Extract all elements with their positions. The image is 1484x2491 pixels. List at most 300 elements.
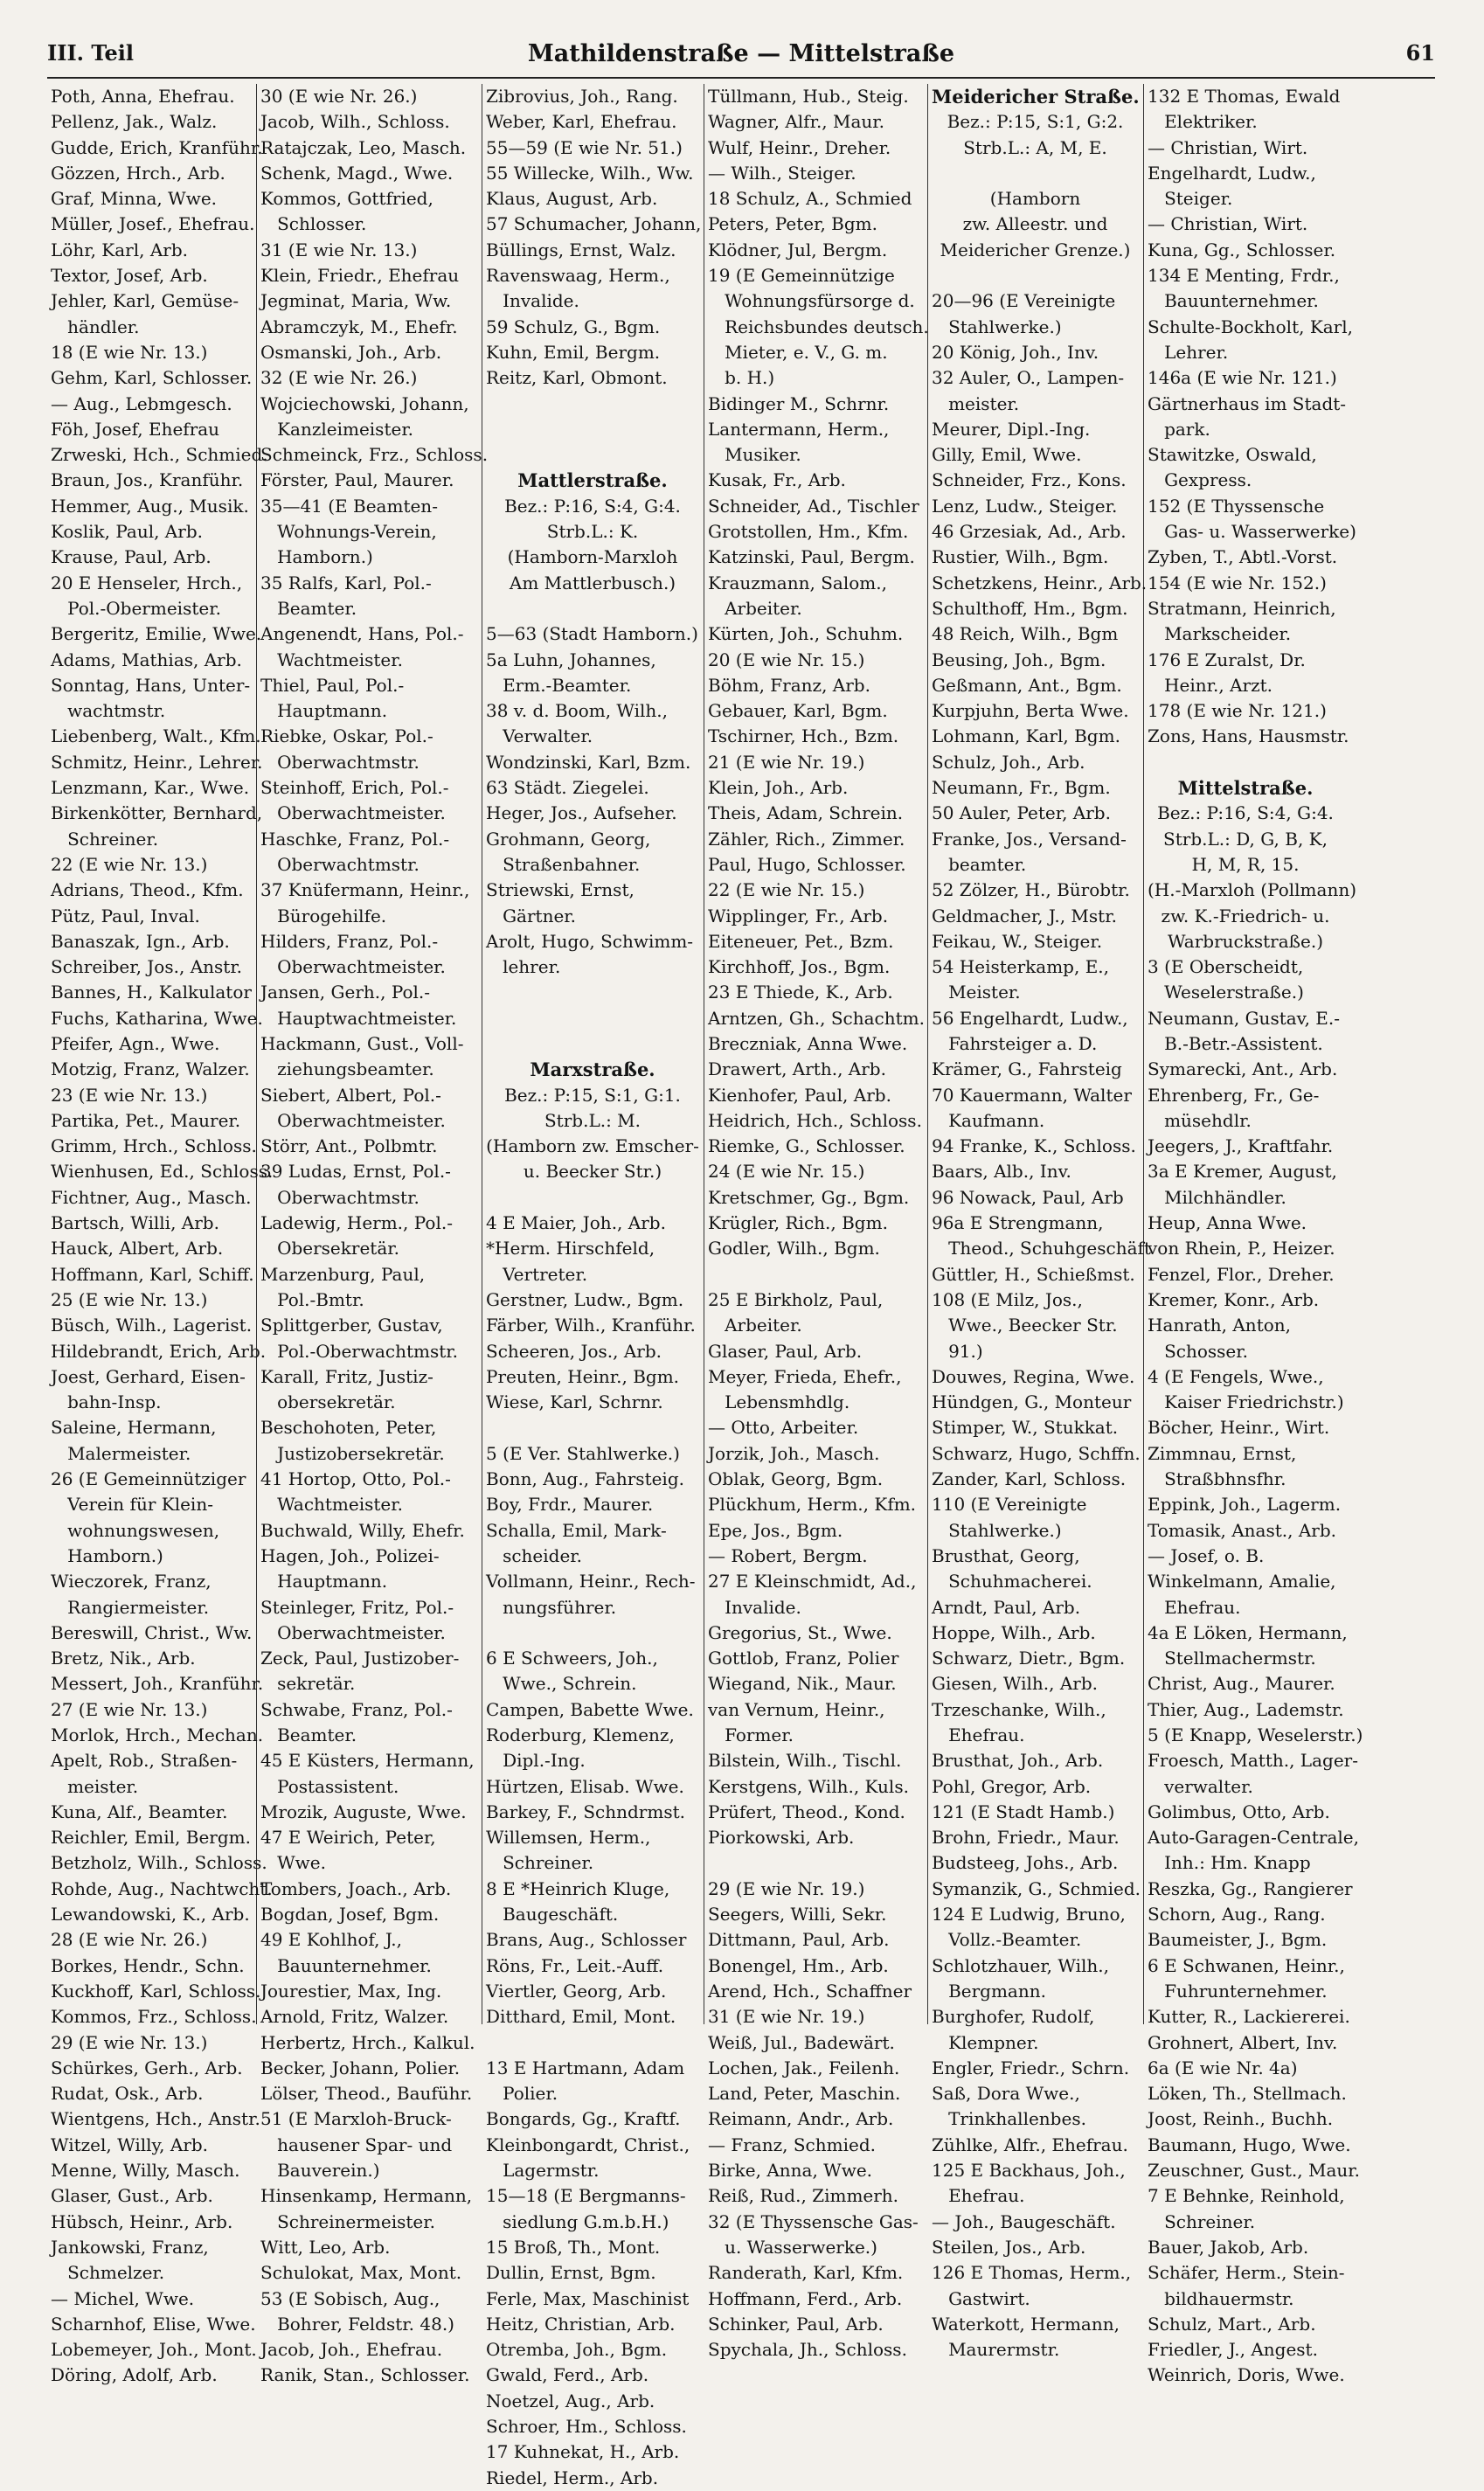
directory-entry: Geldmacher, J., Mstr. <box>932 905 1117 926</box>
directory-entry: Meister. <box>932 982 1021 1003</box>
directory-entry: Pfeifer, Agn., Wwe. <box>51 1032 220 1054</box>
directory-entry: Liebenberg, Walt., Kfm. <box>51 725 261 747</box>
directory-entry: Birke, Anna, Wwe. <box>708 2160 873 2182</box>
directory-entry: Neumann, Fr., Bgm. <box>932 777 1111 799</box>
directory-entry: 20 König, Joh., Inv. <box>932 341 1099 363</box>
directory-entry: Klempner. <box>932 2031 1039 2053</box>
spacer <box>486 1031 699 1057</box>
directory-entry: Oberwachtmeister. <box>260 802 446 824</box>
directory-entry: Kaiser Friedrichstr.) <box>1148 1391 1344 1413</box>
directory-entry: Hauptmann. <box>260 700 388 722</box>
directory-entry: Tomasik, Anast., Arb. <box>1148 1519 1336 1541</box>
directory-entry: Jorzik, Joh., Masch. <box>708 1442 880 1464</box>
directory-entry: Winkelmann, Amalie, <box>1148 1571 1336 1592</box>
directory-entry: 27 E Kleinschmidt, Ad., <box>708 1571 917 1592</box>
directory-entry: Wachtmeister. <box>260 1494 403 1516</box>
directory-entry: Schalla, Emil, Mark- <box>486 1519 667 1541</box>
directory-entry: — Josef, o. B. <box>1148 1544 1265 1566</box>
street-heading: Meidericher Straße. <box>932 86 1140 108</box>
directory-entry: Malermeister. <box>51 1442 191 1464</box>
directory-entry: 13 E Hartmann, Adam <box>486 2057 685 2078</box>
directory-entry: Obersekretär. <box>260 1238 399 1259</box>
directory-entry: Jacob, Joh., Ehefrau. <box>260 2339 443 2361</box>
directory-entry: Glaser, Paul, Arb. <box>708 1340 863 1362</box>
directory-entry: Messert, Joh., Kranführ. <box>51 1673 264 1695</box>
directory-entry: Beamter. <box>260 1724 357 1745</box>
directory-entry: Jeegers, J., Kraftfahr. <box>1148 1135 1334 1157</box>
directory-entry: — Michel, Wwe. <box>51 2287 195 2309</box>
directory-entry: beamter. <box>932 853 1027 875</box>
directory-entry: Riebke, Oskar, Pol.- <box>260 725 433 747</box>
directory-entry: Schneider, Frz., Kons. <box>932 469 1127 491</box>
directory-entry: Kretschmer, Gg., Bgm. <box>708 1186 910 1208</box>
directory-entry: van Vernum, Heinr., <box>708 1698 885 1720</box>
directory-entry: Arolt, Hugo, Schwimm- <box>486 930 694 952</box>
directory-entry: Brusthat, Joh., Arb. <box>932 1750 1104 1772</box>
directory-entry: 28 (E wie Nr. 26.) <box>51 1929 208 1951</box>
directory-entry: Bannes, H., Kalkulator <box>51 982 252 1003</box>
directory-entry: Marzenburg, Paul, <box>260 1263 426 1285</box>
directory-entry: 17 Kuhnekat, H., Arb. <box>486 2441 680 2463</box>
directory-entry: Ravenswaag, Herm., <box>486 265 670 287</box>
directory-entry: Ehefrau. <box>1148 1596 1241 1618</box>
directory-entry: Schlotzhauer, Wilh., <box>932 1954 1109 1976</box>
directory-entry: Klaus, August, Arb. <box>486 188 658 210</box>
directory-entry: Oberwachtmstr. <box>260 751 420 773</box>
spacer <box>708 1262 923 1287</box>
directory-entry: Beschohoten, Peter, <box>260 1417 437 1439</box>
directory-entry: Froesch, Matth., Lager- <box>1148 1750 1358 1772</box>
directory-entry: Förster, Paul, Maurer. <box>260 469 454 491</box>
directory-entry: 31 (E wie Nr. 19.) <box>708 2006 865 2028</box>
directory-entry: Baumeister, J., Bgm. <box>1148 1929 1328 1951</box>
directory-entry: Inh.: Hm. Knapp <box>1148 1852 1311 1874</box>
directory-entry: 23 E Thiede, K., Arb. <box>708 982 893 1003</box>
directory-entry: Auto-Garagen-Centrale, <box>1148 1827 1359 1849</box>
street-info: zw. Alleestr. und <box>962 213 1108 235</box>
directory-entry: 20 (E wie Nr. 15.) <box>708 649 865 670</box>
directory-entry: Adams, Mathias, Arb. <box>51 649 242 670</box>
directory-entry: Schroer, Hm., Schloss. <box>486 2416 687 2438</box>
directory-entry: Douwes, Regina, Wwe. <box>932 1365 1135 1387</box>
directory-entry: Hauptmann. <box>260 1571 388 1592</box>
running-title: Mathildenstraße — Mittelstraße <box>527 40 955 67</box>
directory-entry: Boy, Frdr., Maurer. <box>486 1494 654 1516</box>
directory-entry: 3a E Kremer, August, <box>1148 1161 1337 1183</box>
directory-entry: Lebensmhdlg. <box>708 1391 850 1413</box>
page-number: 61 <box>1405 40 1435 66</box>
directory-entry: Vollz.-Beamter. <box>932 1929 1082 1951</box>
directory-entry: 45 E Küsters, Hermann, <box>260 1750 475 1772</box>
directory-entry: Jourestier, Max, Ing. <box>260 1980 442 2002</box>
directory-entry: scheider. <box>486 1544 583 1566</box>
directory-entry: Riedel, Herm., Arb. <box>486 2467 659 2488</box>
directory-entry: Kienhofer, Paul, Arb. <box>708 1084 891 1106</box>
directory-entry: — Wilh., Steiger. <box>708 162 856 184</box>
directory-entry: Arndt, Paul, Arb. <box>932 1596 1081 1618</box>
directory-entry: Fuchs, Katharina, Wwe. <box>51 1007 263 1029</box>
directory-entry: Abramczyk, M., Ehefr. <box>260 316 458 337</box>
directory-entry: Gärtnerhaus im Stadt- <box>1148 392 1347 414</box>
directory-entry: Saleine, Hermann, <box>51 1417 217 1439</box>
directory-entry: ziehungsbeamter. <box>260 1058 434 1080</box>
directory-entry: Bohrer, Feldstr. 48.) <box>260 2313 454 2335</box>
directory-entry: Bonn, Aug., Fahrsteig. <box>486 1468 684 1490</box>
directory-entry: 110 (E Vereinigte <box>932 1494 1087 1516</box>
spacer <box>486 1620 699 1646</box>
directory-entry: wohnungswesen, <box>51 1519 220 1541</box>
directory-entry: 37 Knüfermann, Heinr., <box>260 879 470 901</box>
directory-entry: Becker, Johann, Polier. <box>260 2057 461 2078</box>
directory-entry: Bartsch, Willi, Arb. <box>51 1212 219 1234</box>
directory-entry: 48 Reich, Wilh., Bgm <box>932 623 1119 645</box>
directory-entry: Koslik, Paul, Arb. <box>51 521 203 543</box>
directory-entry: Hackmann, Gust., Voll- <box>260 1032 464 1054</box>
directory-entry: 19 (E Gemeinnützige <box>708 265 895 287</box>
directory-entry: Wwe. <box>260 1852 326 1874</box>
directory-entry: Bürogehilfe. <box>260 905 387 926</box>
directory-entry: Schreiner. <box>51 828 159 850</box>
street-info: Bez.: P:16, S:4, G:4. <box>1157 802 1334 824</box>
column-4 <box>704 84 929 2361</box>
directory-entry: Gwald, Ferd., Arb. <box>486 2364 649 2386</box>
directory-entry: 41 Hortop, Otto, Pol.- <box>260 1468 451 1490</box>
directory-entry: Partika, Pet., Maurer. <box>51 1109 241 1131</box>
directory-entry: Kommos, Frz., Schloss. <box>51 2006 257 2028</box>
directory-entry: 20—96 (E Vereinigte <box>932 290 1116 312</box>
street-info: zw. K.-Friedrich- u. <box>1161 905 1330 926</box>
directory-entry: 6a (E wie Nr. 4a) <box>1148 2057 1298 2078</box>
directory-entry: Graf, Minna, Wwe. <box>51 188 218 210</box>
directory-entry: Lewandowski, K., Arb. <box>51 1904 250 1925</box>
directory-entry: Heinr., Arzt. <box>1148 674 1272 696</box>
directory-entry: 126 E Thomas, Herm., <box>932 2262 1132 2284</box>
directory-entry: Golimbus, Otto, Arb. <box>1148 1801 1330 1822</box>
directory-entry: u. Wasserwerke.) <box>708 2236 877 2258</box>
directory-entry: Wondzinski, Karl, Bzm. <box>486 751 691 773</box>
directory-entry: 22 (E wie Nr. 13.) <box>51 853 208 875</box>
directory-entry: Hauck, Albert, Arb. <box>51 1238 224 1259</box>
directory-columns <box>47 84 1435 2488</box>
directory-entry: Hinsenkamp, Hermann, <box>260 2185 473 2207</box>
directory-entry: Land, Peter, Maschin. <box>708 2083 901 2105</box>
directory-entry: 27 (E wie Nr. 13.) <box>51 1698 208 1720</box>
directory-entry: Jegminat, Maria, Ww. <box>260 290 452 312</box>
street-info: Meidericher Grenze.) <box>940 239 1131 260</box>
directory-entry: Zähler, Rich., Zimmer. <box>708 828 905 850</box>
street-heading: Mattlerstraße. <box>517 469 668 492</box>
directory-entry: 125 E Backhaus, Joh., <box>932 2160 1126 2182</box>
directory-entry: sekretär. <box>260 1673 356 1695</box>
directory-entry: Weber, Karl, Ehefrau. <box>486 111 677 133</box>
directory-entry: Reimann, Andr., Arb. <box>708 2108 894 2130</box>
directory-entry: Pol.-Obermeister. <box>51 597 221 619</box>
directory-entry: Reiß, Rud., Zimmerh. <box>708 2185 899 2207</box>
directory-entry: Scharnhof, Elise, Wwe. <box>51 2313 256 2335</box>
directory-entry: Hürtzen, Elisab. Wwe. <box>486 1775 684 1797</box>
directory-entry: Heidrich, Hch., Schloss. <box>708 1109 922 1131</box>
directory-entry: Oberwachtmeister. <box>260 956 446 978</box>
street-info: (Hamborn zw. Emscher- <box>486 1135 699 1157</box>
spacer <box>1148 750 1343 775</box>
directory-entry: 134 E Menting, Frdr., <box>1148 265 1340 287</box>
directory-entry: Fichtner, Aug., Masch. <box>51 1186 252 1208</box>
page-header <box>47 35 1435 79</box>
directory-entry: Zeck, Paul, Justizober- <box>260 1648 460 1669</box>
directory-entry: Pol.-Oberwachtmstr. <box>260 1340 459 1362</box>
directory-entry: Störr, Ant., Polbmtr. <box>260 1135 438 1157</box>
directory-entry: Engler, Friedr., Schrn. <box>932 2057 1130 2078</box>
directory-entry: Krauzmann, Salom., <box>708 572 887 593</box>
directory-entry: Rohde, Aug., Nachtwcht. <box>51 1877 273 1899</box>
directory-entry: Former. <box>708 1724 794 1745</box>
directory-entry: Trinkhallenbes. <box>932 2108 1086 2130</box>
directory-entry: Verwalter. <box>486 725 593 747</box>
directory-entry: Oberwachtmeister. <box>260 1621 446 1643</box>
directory-entry: Reichsbundes deutsch. <box>708 316 929 337</box>
directory-entry: Hoffmann, Karl, Schiff. <box>51 1263 254 1285</box>
directory-entry: Kürten, Joh., Schuhm. <box>708 623 904 645</box>
directory-entry: Prüfert, Theod., Kond. <box>708 1801 905 1822</box>
directory-entry: 4 E Maier, Joh., Arb. <box>486 1212 666 1234</box>
directory-entry: 53 (E Sobisch, Aug., <box>260 2287 440 2309</box>
directory-entry: Osmanski, Joh., Arb. <box>260 341 442 363</box>
directory-entry: Erm.-Beamter. <box>486 674 632 696</box>
directory-entry: Franke, Jos., Versand- <box>932 828 1127 850</box>
directory-entry: 30 (E wie Nr. 26.) <box>260 86 418 107</box>
directory-entry: Markscheider. <box>1148 623 1292 645</box>
directory-entry: Bogdan, Josef, Bgm. <box>260 1904 440 1925</box>
directory-entry: Joest, Gerhard, Eisen- <box>51 1365 246 1387</box>
directory-entry: 22 (E wie Nr. 15.) <box>708 879 865 901</box>
directory-entry: 63 Städt. Ziegelei. <box>486 777 649 799</box>
directory-entry: Färber, Wilh., Kranführ. <box>486 1315 696 1336</box>
directory-entry: Fuhrunternehmer. <box>1148 1980 1328 2002</box>
directory-entry: Tschirner, Hch., Bzm. <box>708 725 899 747</box>
directory-entry: 25 (E wie Nr. 13.) <box>51 1288 208 1310</box>
directory-entry: Gregorius, St., Wwe. <box>708 1621 892 1643</box>
directory-entry: Feikau, W., Steiger. <box>932 930 1103 952</box>
directory-entry: 96a E Strengmann, <box>932 1212 1104 1234</box>
directory-entry: Birkenkötter, Bernhard, <box>51 802 263 824</box>
directory-entry: Böhm, Franz, Arb. <box>708 674 870 696</box>
directory-entry: Ratajczak, Leo, Masch. <box>260 136 467 158</box>
directory-entry: 20 E Henseler, Hrch., <box>51 572 243 593</box>
directory-entry: Schulte-Bockholt, Karl, <box>1148 316 1353 337</box>
column-6 <box>1144 84 1363 2386</box>
street-heading: Marxstraße. <box>530 1058 655 1081</box>
directory-entry: Bauer, Jakob, Arb. <box>1148 2236 1309 2258</box>
directory-entry: 51 (E Marxloh-Bruck- <box>260 2108 452 2130</box>
directory-entry: 56 Engelhardt, Ludw., <box>932 1007 1128 1029</box>
street-info: Warbruckstraße.) <box>1167 930 1323 952</box>
directory-entry: nungsführer. <box>486 1596 617 1618</box>
directory-entry: Oberwachtmeister. <box>260 1109 446 1131</box>
directory-entry: Schulz, Mart., Arb. <box>1148 2313 1316 2335</box>
street-info: H, M, R, 15. <box>1191 853 1300 875</box>
directory-entry: Eiteneuer, Pet., Bzm. <box>708 930 894 952</box>
directory-entry: Breczniak, Anna Wwe. <box>708 1032 908 1054</box>
directory-entry: Reichler, Emil, Bergm. <box>51 1827 251 1849</box>
directory-entry: b. H.) <box>708 367 775 389</box>
directory-entry: Kuna, Gg., Schlosser. <box>1148 239 1336 260</box>
directory-entry: Apelt, Rob., Straßen- <box>51 1750 238 1772</box>
directory-entry: Lölser, Theod., Bauführ. <box>260 2083 473 2105</box>
directory-entry: Ferle, Max, Maschinist <box>486 2287 690 2309</box>
directory-entry: Oberwachtmstr. <box>260 853 420 875</box>
directory-entry: Meyer, Frieda, Ehefr., <box>708 1365 902 1387</box>
directory-entry: 32 (E Thyssensche Gas- <box>708 2210 919 2232</box>
directory-entry: Beusing, Joh., Bgm. <box>932 649 1106 670</box>
directory-entry: Büllings, Ernst, Walz. <box>486 239 676 260</box>
column-3 <box>482 84 704 2488</box>
street-info: (H.-Marxloh (Pollmann) <box>1148 879 1357 901</box>
directory-entry: Wulf, Heinr., Dreher. <box>708 136 891 158</box>
directory-entry: Müller, Josef., Ehefrau. <box>51 213 255 235</box>
directory-entry: Kurpjuhn, Berta Wwe. <box>932 700 1129 722</box>
directory-entry: Schulz, Joh., Arb. <box>932 751 1085 773</box>
spacer <box>486 417 699 442</box>
directory-entry: Roderburg, Klemenz, <box>486 1724 675 1745</box>
directory-entry: Arend, Hch., Schaffner <box>708 1980 912 2002</box>
directory-entry: Gerstner, Ludw., Bgm. <box>486 1288 684 1310</box>
directory-entry: Campen, Babette Wwe. <box>486 1698 694 1720</box>
directory-entry: Menne, Willy, Masch. <box>51 2160 240 2182</box>
directory-entry: Saß, Dora Wwe., <box>932 2083 1080 2105</box>
directory-entry: Schenk, Magd., Wwe. <box>260 162 454 184</box>
directory-entry: Kaufmann. <box>932 1109 1045 1131</box>
directory-entry: Baugeschäft. <box>486 1904 619 1925</box>
directory-entry: Mieter, e. V., G. m. <box>708 341 888 363</box>
directory-entry: Ehefrau. <box>932 1724 1025 1745</box>
directory-entry: 32 Auler, O., Lampen- <box>932 367 1125 389</box>
directory-entry: Kleinbongardt, Christ., <box>486 2134 690 2155</box>
directory-entry: meister. <box>932 392 1020 414</box>
directory-entry: Burghofer, Rudolf, <box>932 2006 1095 2028</box>
directory-entry: 25 E Birkholz, Paul, <box>708 1288 884 1310</box>
directory-entry: — Joh., Baugeschäft. <box>932 2210 1116 2232</box>
directory-entry: 15—18 (E Bergmanns- <box>486 2185 686 2207</box>
directory-entry: Hauptwachtmeister. <box>260 1007 457 1029</box>
directory-entry: Angenendt, Hans, Pol.- <box>260 623 464 645</box>
directory-entry: 49 E Kohlhof, J., <box>260 1929 402 1951</box>
directory-entry: Hamborn.) <box>260 546 373 568</box>
street-info: Am Mattlerbusch.) <box>509 572 676 593</box>
directory-entry: Schreinermeister. <box>260 2210 435 2232</box>
directory-entry: Reitz, Karl, Obmont. <box>486 367 668 389</box>
directory-entry: Engelhardt, Ludw., <box>1148 162 1316 184</box>
directory-entry: 52 Zölzer, H., Bürobtr. <box>932 879 1130 901</box>
directory-entry: Braun, Jos., Kranführ. <box>51 469 244 491</box>
directory-entry: B.-Betr.-Assistent. <box>1148 1032 1323 1054</box>
directory-entry: Scheeren, Jos., Arb. <box>486 1340 662 1362</box>
directory-entry: 38 v. d. Boom, Wilh., <box>486 700 669 722</box>
directory-entry: Gudde, Erich, Kranführ. <box>51 136 263 158</box>
directory-entry: Bilstein, Wilh., Tischl. <box>708 1750 902 1772</box>
directory-entry: Maurermstr. <box>932 2339 1060 2361</box>
directory-entry: Eppink, Joh., Lagerm. <box>1148 1494 1342 1516</box>
directory-entry: Siebert, Albert, Pol.- <box>260 1084 441 1106</box>
directory-entry: Friedler, J., Angest. <box>1148 2339 1318 2361</box>
street-info: u. Beecker Str.) <box>523 1161 662 1183</box>
directory-entry: Katzinski, Paul, Bergm. <box>708 546 915 568</box>
street-info: (Hamborn <box>989 188 1081 210</box>
directory-entry: 91.) <box>932 1340 983 1362</box>
directory-entry: Theod., Schuhgeschäft <box>932 1238 1151 1259</box>
directory-entry: Krause, Paul, Arb. <box>51 546 212 568</box>
directory-entry: 57 Schumacher, Johann, <box>486 213 702 235</box>
directory-entry: Löken, Th., Stellmach. <box>1148 2083 1347 2105</box>
spacer <box>486 596 699 621</box>
directory-entry: 39 Ludas, Ernst, Pol.- <box>260 1161 451 1183</box>
directory-entry: Postassistent. <box>260 1775 399 1797</box>
directory-entry: Schlosser. <box>260 213 367 235</box>
directory-entry: Preuten, Heinr., Bgm. <box>486 1365 680 1387</box>
directory-entry: Bauunternehmer. <box>1148 290 1319 312</box>
directory-entry: Witt, Leo, Arb. <box>260 2236 391 2258</box>
directory-entry: Kerstgens, Wilh., Kuls. <box>708 1775 909 1797</box>
directory-entry: Stimper, W., Stukkat. <box>932 1417 1119 1439</box>
street-info: Strb.L.: D, G, B, K, <box>1163 828 1328 850</box>
directory-entry: Schmeinck, Frz., Schloss. <box>260 444 489 466</box>
directory-entry: Hagen, Joh., Polizei- <box>260 1544 440 1566</box>
directory-entry: Schinker, Paul, Arb. <box>708 2313 884 2335</box>
directory-entry: 35—41 (E Beamten- <box>260 495 438 517</box>
directory-entry: Buchwald, Willy, Ehefr. <box>260 1519 465 1541</box>
directory-entry: 18 Schulz, A., Schmied <box>708 188 912 210</box>
directory-entry: Zrweski, Hch., Schmied. <box>51 444 268 466</box>
directory-entry: Wohnungsfürsorge d. <box>708 290 915 312</box>
directory-entry: Bauunternehmer. <box>260 1954 432 1976</box>
directory-entry: Wienhusen, Ed., Schloss. <box>51 1161 274 1183</box>
directory-entry: Stellmachermstr. <box>1148 1648 1316 1669</box>
directory-entry: 47 E Weirich, Peter, <box>260 1827 436 1849</box>
directory-entry: 154 (E wie Nr. 152.) <box>1148 572 1327 593</box>
section-label: III. Teil <box>47 40 134 66</box>
directory-entry: 35 Ralfs, Karl, Pol.- <box>260 572 432 593</box>
directory-entry: 54 Heisterkamp, E., <box>932 956 1110 978</box>
directory-entry: Motzig, Franz, Walzer. <box>51 1058 250 1080</box>
directory-entry: *Herm. Hirschfeld, <box>486 1238 655 1259</box>
directory-entry: Herbertz, Hrch., Kalkul. <box>260 2031 475 2053</box>
directory-entry: Tombers, Joach., Arb. <box>260 1877 452 1899</box>
directory-entry: Spychala, Jh., Schloss. <box>708 2339 907 2361</box>
directory-entry: Wiegand, Nik., Maur. <box>708 1673 897 1695</box>
street-info: Strb.L.: M. <box>544 1109 641 1131</box>
directory-entry: Schetzkens, Heinr., Arb. <box>932 572 1148 593</box>
directory-entry: 178 (E wie Nr. 121.) <box>1148 700 1327 722</box>
directory-entry: Glaser, Gust., Arb. <box>51 2185 213 2207</box>
directory-entry: 152 (E Thyssensche <box>1148 495 1325 517</box>
directory-entry: Büsch, Wilh., Lagerist. <box>51 1315 253 1336</box>
directory-entry: 7 E Behnke, Reinhold, <box>1148 2185 1345 2207</box>
directory-entry: 5—63 (Stadt Hamborn.) <box>486 623 698 645</box>
directory-entry: Ranik, Stan., Schlosser. <box>260 2364 470 2386</box>
directory-entry: Steiger. <box>1148 188 1233 210</box>
column-2 <box>257 84 489 2386</box>
directory-entry: Schosser. <box>1148 1340 1248 1362</box>
directory-entry: 21 (E wie Nr. 19.) <box>708 751 865 773</box>
directory-entry: Wohnungs-Verein, <box>260 521 437 543</box>
directory-entry: 29 (E wie Nr. 13.) <box>51 2031 208 2053</box>
directory-entry: 3 (E Oberscheidt, <box>1148 956 1304 978</box>
directory-entry: Geßmann, Ant., Bgm. <box>932 674 1122 696</box>
directory-entry: Grohmann, Georg, <box>486 828 651 850</box>
street-info: Strb.L.: K. <box>546 521 639 543</box>
directory-entry: Adrians, Theod., Kfm. <box>51 879 244 901</box>
directory-entry: Sonntag, Hans, Unter- <box>51 674 251 696</box>
directory-entry: Kremer, Konr., Arb. <box>1148 1288 1320 1310</box>
